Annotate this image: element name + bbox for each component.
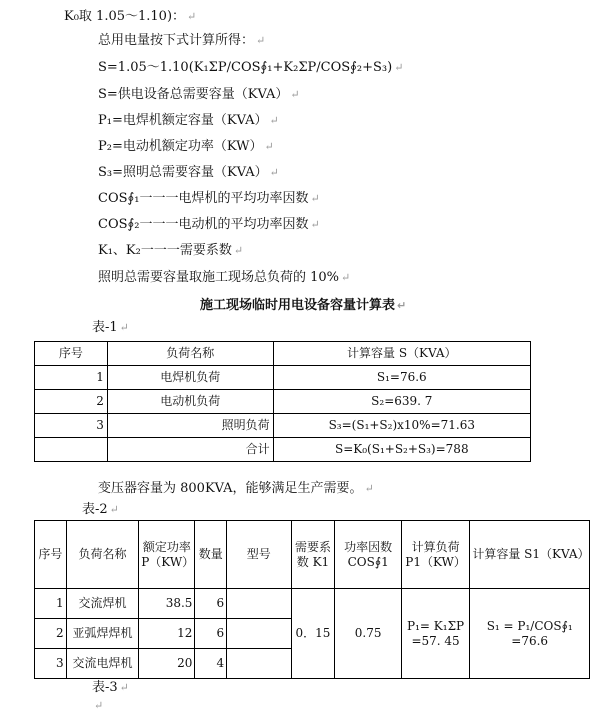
paragraph-mark-icon: ↵ bbox=[264, 140, 274, 153]
table-label: 表-1 ↵ bbox=[92, 320, 129, 335]
table-header-row bbox=[35, 521, 590, 589]
text-line: P₂=电动机额定功率（KW） ↵ bbox=[98, 139, 274, 154]
header-cell: 数量 bbox=[195, 521, 227, 589]
table-cell: 2 bbox=[35, 619, 67, 649]
header-cell: 序号 bbox=[35, 342, 108, 366]
table-cell: 1 bbox=[35, 366, 108, 390]
paragraph-mark-icon: ↵ bbox=[397, 299, 407, 312]
table-cell: 38.5 bbox=[139, 589, 195, 619]
table-cell: 2 bbox=[35, 390, 108, 414]
table-cell: 电焊机负荷 bbox=[107, 366, 273, 390]
paragraph-mark-icon: ↵ bbox=[233, 244, 244, 257]
paragraph-mark-icon: ↵ bbox=[290, 88, 300, 101]
table-cell bbox=[227, 649, 291, 679]
empty-line bbox=[92, 698, 103, 714]
header-cell: 需要系数 K1 bbox=[291, 521, 335, 589]
table-cell: 照明负荷 bbox=[107, 414, 273, 438]
table-label: 表-2 ↵ bbox=[82, 502, 119, 517]
text-line: K₁、K₂一一一需要系数 ↵ bbox=[98, 243, 244, 258]
paragraph-mark-icon: ↵ bbox=[119, 321, 129, 334]
paragraph-mark-icon: ↵ bbox=[310, 192, 320, 205]
table-cell: 3 bbox=[35, 414, 108, 438]
header-cell: 型号 bbox=[227, 521, 291, 589]
table-title: 施工现场临时用电设备容量计算表 ↵ bbox=[200, 298, 407, 313]
table-cell: 交流电焊机 bbox=[66, 649, 139, 679]
header-cell: 计算负荷 P1（KW） bbox=[401, 521, 469, 589]
paragraph-mark-icon: ↵ bbox=[94, 699, 104, 712]
paragraph-mark-icon: ↵ bbox=[109, 503, 119, 516]
table-row bbox=[35, 366, 531, 390]
header-cell: 功率因数 COS∮1 bbox=[335, 521, 401, 589]
header-cell: 序号 bbox=[35, 521, 67, 589]
table-cell: S₁=76.6 bbox=[273, 366, 530, 390]
paragraph-mark-icon: ↵ bbox=[394, 61, 404, 74]
cos-cell: 0.75 bbox=[335, 589, 401, 679]
table-cell: 合计 bbox=[107, 438, 273, 462]
table-row bbox=[35, 414, 531, 438]
text-line: P₁=电焊机额定容量（KVA） ↵ bbox=[98, 113, 279, 128]
table-cell: S₃=(S₁+S₂)x10%=71.63 bbox=[273, 414, 530, 438]
formula-line: S=1.05～1.10(K₁ΣP/COS∮₁+K₂ΣP/COS∮₂+S₃) ↵ bbox=[98, 60, 404, 75]
table-cell: 6 bbox=[195, 589, 227, 619]
table-header-row bbox=[35, 342, 531, 366]
table-cell: 6 bbox=[195, 619, 227, 649]
table-cell: 亚弧焊焊机 bbox=[66, 619, 139, 649]
table-cell bbox=[227, 589, 291, 619]
p1-cell: P₁= K₁ΣP =57. 45 bbox=[401, 589, 469, 679]
s1-cell: S₁ = P₁/COS∮₁ =76.6 bbox=[470, 589, 590, 679]
table-total-row bbox=[35, 438, 531, 462]
table-cell bbox=[227, 619, 291, 649]
table-cell: 12 bbox=[139, 619, 195, 649]
table-cell: 1 bbox=[35, 589, 67, 619]
table-row bbox=[35, 589, 590, 619]
header-cell: 计算容量 S1（KVA） bbox=[470, 521, 590, 589]
text-line: COS∮₂一一一电动机的平均功率因数 ↵ bbox=[98, 217, 320, 232]
text-line: S₃=照明总需要容量（KVA） ↵ bbox=[98, 165, 279, 180]
table-cell: 20 bbox=[139, 649, 195, 679]
paragraph-mark-icon: ↵ bbox=[310, 218, 320, 231]
capacity-table-1 bbox=[34, 341, 531, 462]
text-line: 照明总需要容量取施工现场总负荷的 10% ↵ bbox=[98, 270, 351, 285]
table-cell: 4 bbox=[195, 649, 227, 679]
k1-cell: 0．15 bbox=[291, 589, 335, 679]
paragraph-mark-icon: ↵ bbox=[269, 166, 279, 179]
table-cell: 交流焊机 bbox=[66, 589, 139, 619]
table-row bbox=[35, 390, 531, 414]
text-line: 变压器容量为 800KVA，能够满足生产需要。 ↵ bbox=[98, 481, 374, 496]
header-cell: 计算容量 S（KVA） bbox=[273, 342, 530, 366]
paragraph-mark-icon: ↵ bbox=[269, 114, 279, 127]
text-line: K₀取 1.05～1.10)： ↵ bbox=[64, 9, 197, 24]
paragraph-mark-icon: ↵ bbox=[364, 482, 374, 495]
paragraph-mark-icon: ↵ bbox=[341, 271, 351, 284]
header-cell: 额定功率 P（KW） bbox=[139, 521, 195, 589]
paragraph-mark-icon: ↵ bbox=[119, 681, 129, 694]
text-line: 总用电量按下式计算所得： ↵ bbox=[98, 33, 266, 48]
table-cell bbox=[35, 438, 108, 462]
table-cell: 3 bbox=[35, 649, 67, 679]
paragraph-mark-icon: ↵ bbox=[256, 34, 266, 47]
paragraph-mark-icon: ↵ bbox=[187, 10, 197, 23]
capacity-table-2 bbox=[34, 520, 590, 679]
header-cell: 负荷名称 bbox=[66, 521, 139, 589]
table-cell: 电动机负荷 bbox=[107, 390, 273, 414]
table-cell: S₂=639. 7 bbox=[273, 390, 530, 414]
table-cell: S=K₀(S₁+S₂+S₃)=788 bbox=[273, 438, 530, 462]
text-line: COS∮₁一一一电焊机的平均功率因数 ↵ bbox=[98, 191, 320, 206]
text-line: S=供电设备总需要容量（KVA） ↵ bbox=[98, 87, 300, 102]
table-label: 表-3 ↵ bbox=[92, 680, 129, 695]
header-cell: 负荷名称 bbox=[107, 342, 273, 366]
